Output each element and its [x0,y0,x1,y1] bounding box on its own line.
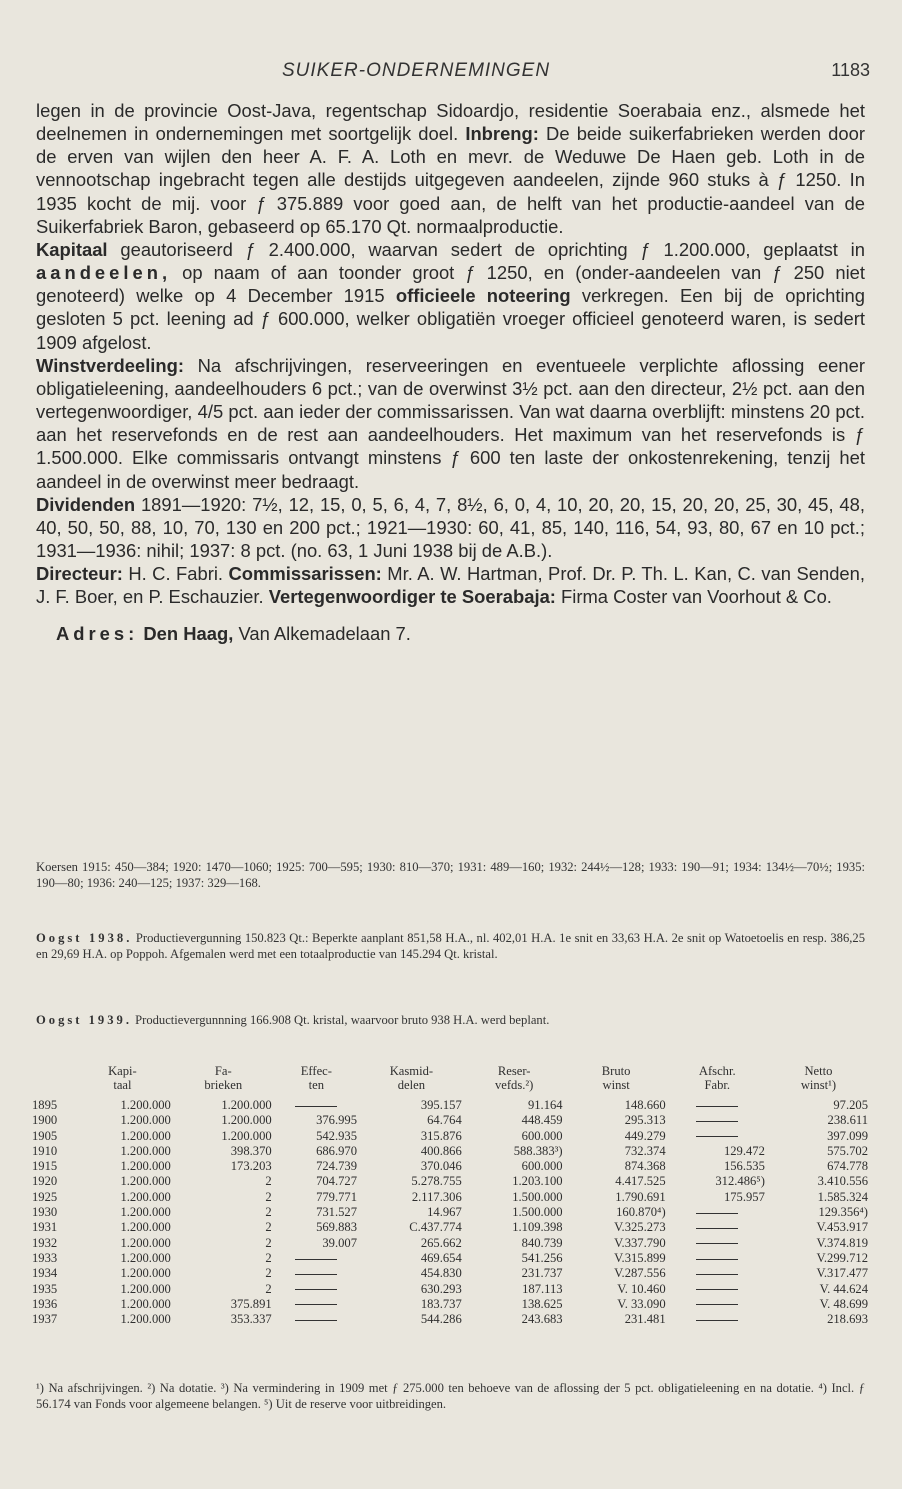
table-cell [668,1205,767,1220]
column-header-line: Fa- [214,1064,232,1078]
table-cell: V.299.712 [816,1250,868,1265]
row-year: 1915 [32,1159,58,1174]
kapitaal-label: Kapitaal [36,238,108,260]
table-cell: 541.256 [521,1250,563,1265]
table-cell: 295.313 [624,1113,666,1128]
table-row [30,1236,870,1251]
table-cell: 731.527 [316,1205,357,1220]
vertegenwoordiger-text: Firma Coster van Voorhout & Co. [555,586,832,608]
column-header-line: Kasmid- [389,1064,434,1078]
table-cell: 1.200.000 [120,1220,171,1235]
commissarissen-label: Commissarissen: [228,563,382,585]
table-cell: V. 44.624 [819,1281,868,1296]
table-cell: 674.778 [827,1159,868,1174]
table-cell: 14.967 [427,1205,462,1220]
table-cell: 91.164 [527,1098,563,1112]
table-cell: 1.200.000 [120,1113,171,1128]
table-cell [668,1282,767,1297]
column-header-line: taal [113,1078,132,1092]
table-cell: 148.660 [624,1098,666,1112]
dividenden-label: Dividenden [36,493,136,515]
column-header-line: Effec- [300,1064,332,1078]
table-cell: 2 [265,1220,272,1235]
row-year: 1930 [32,1205,58,1220]
table-cell: 1.200.000 [120,1235,171,1250]
table-cell: 218.693 [827,1312,868,1327]
table-cell: 2 [265,1266,272,1281]
table-row [30,1174,870,1189]
column-header-line: brieken [204,1078,243,1092]
paragraph-kapitaal [36,238,865,354]
table-cell: V.315.899 [614,1250,666,1265]
dash-mark [696,1243,738,1244]
dash-mark [295,1259,337,1260]
kapitaal-spaced: aandeelen, [36,262,172,284]
table-cell: 1.200.000 [221,1098,272,1112]
table-header-row [30,1064,870,1098]
table-cell: 1.585.324 [817,1189,868,1204]
adres-line [36,622,865,645]
table-cell: 1.200.000 [120,1174,171,1189]
table-cell: V. 48.699 [819,1296,868,1311]
table-cell: 376.995 [316,1113,357,1128]
adres-street: Van Alkemadelaan 7. [233,623,411,645]
table-cell: 238.611 [827,1113,868,1128]
table-cell: 1.500.000 [512,1205,563,1220]
column-header-line: Fabr. [704,1078,731,1092]
column-header-line: vefds.²) [494,1078,534,1092]
table-cell: 2 [265,1189,272,1204]
paragraph-purpose [36,99,865,238]
oogst-1939-text: Productievergunnning 166.908 Qt. kristal, waarvoor bruto 938 H.A. werd beplant. [131,1013,550,1027]
directeur-text: H. C. Fabri. [122,563,229,585]
table-cell: V.374.819 [816,1235,868,1250]
table-row [30,1251,870,1266]
table-cell: C.437.774 [409,1220,462,1235]
table-cell: 724.739 [316,1159,357,1174]
table-row [30,1144,870,1159]
table-cell [274,1251,359,1266]
table-cell: 1.790.691 [615,1189,666,1204]
table-cell [274,1312,359,1327]
kapitaal-text-3: verkregen. Een bij de oprichting gesloten 5 pct. leening ad ƒ 600.000, welker obligatiën vroeger officieel genoteerd waren, is sedert 1909 afgelost. [36,285,865,353]
column-header-line: winst¹) [800,1078,837,1092]
inbreng-label: Inbreng: [465,123,539,145]
table-cell: 1.200.000 [120,1159,171,1174]
table-cell: 398.370 [230,1143,272,1158]
dash-mark [696,1136,738,1137]
table-cell: 395.157 [420,1098,462,1112]
winst-text: Na afschrijvingen, reserveeringen en eventueele verplichte aflossing eener obligatieleening, aandeelhouders 6 pct.; van de overwinst 3½ pct. aan den directeur, 2½ pct. aan den vertegenwoordiger, 4/5 pct. aan ieder der commissarissen. Van wat daarna overblijft: minstens 20 pct. aan het reservefonds en de rest aan aandeelhouders. Het maximum van het reservefonds is ƒ 1.500.000. Elke commissaris ontvangt minstens ƒ 600 ten laste der onkostenrekening, tenzij het aandeel in de overwinst meer bedraagt. [36,354,865,492]
table-row [30,1159,870,1174]
oogst-1939 [36,1013,865,1029]
row-year: 1935 [32,1281,58,1296]
table-cell: 39.007 [322,1235,357,1250]
running-title: SUIKER-ONDERNEMINGEN [282,60,551,81]
directeur-label: Directeur: [36,563,123,585]
table-cell: 1.200.000 [221,1113,272,1128]
main-text [36,99,865,646]
paragraph-bestuur [36,562,865,608]
table-cell: 569.883 [316,1220,357,1235]
winst-label: Winstverdeeling: [36,354,185,376]
column-header [464,1064,565,1098]
table-cell: 779.771 [316,1189,357,1204]
dash-mark [295,1274,337,1275]
table-cell [668,1220,767,1235]
table-cell: 265.662 [420,1235,462,1250]
column-header [767,1064,870,1098]
dash-mark [295,1106,337,1107]
table-cell [668,1236,767,1251]
adres-label: Adres: [56,623,139,645]
table-cell: 588.383³) [513,1143,563,1158]
table-cell: 2.117.306 [411,1189,462,1204]
commissarissen-text: Mr. A. W. Hartman, Prof. Dr. P. Th. L. Kan, C. van Senden, J. F. Boer, en P. Eschauzier. [36,563,865,608]
column-header [359,1064,464,1098]
column-header-line: delen [397,1078,426,1092]
dash-mark [696,1320,738,1321]
table-cell: 97.205 [833,1098,868,1112]
row-year: 1934 [32,1266,58,1281]
column-header [565,1064,668,1098]
table-body [30,1098,870,1327]
row-year: 1925 [32,1189,58,1204]
table-cell: 840.739 [521,1235,563,1250]
table-row [30,1266,870,1281]
table-cell [668,1251,767,1266]
table-cell: 1.200.000 [120,1205,171,1220]
table-cell [668,1297,767,1312]
oogst-1939-label: Oogst 1939. [36,1013,132,1027]
column-header [668,1064,767,1098]
row-year: 1905 [32,1128,58,1143]
table-row [30,1282,870,1297]
financial-table [30,1064,870,1327]
table-row [30,1129,870,1144]
table-cell: V.325.273 [614,1220,666,1235]
row-year: 1933 [32,1250,58,1265]
table-cell: 173.203 [230,1159,272,1174]
table-cell: 2 [265,1235,272,1250]
table-cell: 4.417.525 [615,1174,666,1189]
paragraph-dividenden [36,493,865,562]
table-cell: 542.935 [316,1128,357,1143]
table-cell: V.453.917 [816,1220,868,1235]
dash-mark [696,1213,738,1214]
row-year: 1936 [32,1296,58,1311]
row-year: 1895 [32,1098,58,1112]
table-cell: 1.200.000 [120,1296,171,1311]
table-cell [668,1266,767,1281]
table-cell: 630.293 [420,1281,462,1296]
column-header [30,1064,72,1098]
table-row [30,1220,870,1235]
column-header-line: ten [308,1078,325,1092]
table-cell: 449.279 [624,1128,666,1143]
table-cell: 231.481 [624,1312,666,1327]
dash-mark [295,1320,337,1321]
table-row [30,1205,870,1220]
table-cell: 1.200.000 [120,1098,171,1112]
inbreng-text: De beide suikerfabrieken werden door de erven van wijlen den heer A. F. A. Loth en mevr. de Weduwe De Haen geb. Loth in de vennootschap ingebracht tegen alle destijds uitgegeven aandeelen, zijnde 960 stuks à ƒ 1250. In 1935 kocht de mij. voor ƒ 375.889 voor goed aan, de helft van het productie-aandeel van de Suikerfabriek Baron, gebaseerd op 65.170 Qt. normaalproductie. [36,123,865,237]
page-number: 1183 [831,60,870,80]
table-cell: 315.876 [420,1128,462,1143]
column-header [72,1064,173,1098]
table-cell: V. 10.460 [617,1281,666,1296]
table-cell: V.317.477 [816,1266,868,1281]
column-header-line: Afschr. [698,1064,736,1078]
dash-mark [696,1304,738,1305]
table-cell: 469.654 [420,1250,462,1265]
table-cell: 1.200.000 [120,1281,171,1296]
table-cell: 3.410.556 [817,1174,868,1189]
table-row [30,1312,870,1327]
table-cell: 312.486⁵) [715,1174,765,1189]
table-row [30,1113,870,1128]
kapitaal-bold: officieele noteering [395,285,571,307]
table-cell [274,1098,359,1113]
dash-mark [696,1274,738,1275]
table-row [30,1297,870,1312]
dash-mark [696,1121,738,1122]
table-cell: 1.200.000 [120,1128,171,1143]
purpose-text: legen in de provincie Oost-Java, regentschap Sidoardjo, residentie Soerabaia enz., alsmede het deelnemen in ondernemingen met soortgelijk doel. [36,100,865,145]
dash-mark [295,1289,337,1290]
table-row [30,1190,870,1205]
table-cell: 1.200.000 [120,1189,171,1204]
table-cell: 2 [265,1174,272,1189]
table-cell [668,1129,767,1144]
table-cell: 64.764 [427,1113,462,1128]
kapitaal-text-2: op naam of aan toonder groot ƒ 1250, en (onder-aandeelen van ƒ 250 niet genoteerd) welke op 4 December 1915 [36,262,865,307]
table-cell: 138.625 [521,1296,563,1311]
oogst-1938 [36,931,865,962]
dash-mark [696,1259,738,1260]
table-cell: 874.368 [624,1159,666,1174]
column-header-line: winst [602,1078,630,1092]
dash-mark [696,1106,738,1107]
table-cell: 2 [265,1250,272,1265]
dividenden-text: 1891—1920: 7½, 12, 15, 0, 5, 6, 4, 7, 8½, 6, 0, 4, 10, 20, 20, 15, 20, 20, 25, 30, 45, 48, 40, 50, 50, 88, 10, 70, 130 en 200 pct.; 1921—1930: 60, 41, 85, 140, 116, 54, 93, 80, 67 en 10 pct.; 1931—1936: nihil; 1937: 8 pct. (no. 63, 1 Juni 1938 bij de A.B.). [36,493,865,561]
table-cell [274,1282,359,1297]
column-header [274,1064,359,1098]
row-year: 1932 [32,1235,58,1250]
table-cell: 448.459 [521,1113,563,1128]
table-cell [668,1098,767,1113]
table-cell: 231.737 [521,1266,563,1281]
row-year: 1900 [32,1113,58,1128]
vertegenwoordiger-label: Vertegenwoordiger te Soerabaja: [268,586,556,608]
column-header-line: Reser- [497,1064,531,1078]
table-cell: 1.200.000 [120,1266,171,1281]
oogst-1938-label: Oogst 1938. [36,931,133,945]
table-cell: V.337.790 [614,1235,666,1250]
adres-city: Den Haag, [143,623,234,645]
table-cell: 454.830 [420,1266,462,1281]
table-cell: 129.472 [723,1143,765,1158]
table-cell [274,1297,359,1312]
table-cell: 397.099 [827,1128,868,1143]
column-header-line: Bruto [601,1064,631,1078]
footnotes: ¹) Na afschrijvingen. ²) Na dotatie. ³) Na vermindering in 1909 met ƒ 275.000 ten behoeve van de aflossing der 5 pct. obligatieleening en na dotatie. ⁴) Incl. ƒ 56.174 van Fonds voor algemeene belangen. ⁵) Uit de reserve voor uitbreidingen. [36,1381,865,1411]
table-cell: V.287.556 [614,1266,666,1281]
table-cell: 1.200.000 [120,1250,171,1265]
table-cell: 686.970 [316,1143,357,1158]
table-cell [668,1113,767,1128]
table-cell [274,1266,359,1281]
row-year: 1910 [32,1143,58,1158]
table-cell: 400.866 [420,1143,462,1158]
table-cell: 1.200.000 [120,1143,171,1158]
table-cell: 187.113 [522,1281,563,1296]
dash-mark [696,1228,738,1229]
table-cell: V. 33.090 [617,1296,666,1311]
table-cell: 1.109.398 [512,1220,563,1235]
paragraph-winst [36,354,865,493]
row-year: 1920 [32,1174,58,1189]
table-cell: 600.000 [521,1159,563,1174]
row-year: 1931 [32,1220,58,1235]
koersen: Koersen 1915: 450—384; 1920: 1470—1060; 1925: 700—595; 1930: 810—370; 1931: 489—160; 1932: 244½—128; 1933: 190—91; 1934: 134½—70½; 1935: 190—80; 1936: 240—125; 1937: 329—168. [36,860,865,890]
table-cell: 2 [265,1281,272,1296]
table-cell: 1.200.000 [221,1128,272,1143]
table-cell: 370.046 [420,1159,462,1174]
kapitaal-text-1: geautoriseerd ƒ 2.400.000, waarvan sedert de oprichting ƒ 1.200.000, geplaatst in [107,238,865,260]
column-header-line: Kapi- [108,1064,137,1078]
table-cell: 160.870⁴) [616,1205,666,1220]
row-year: 1937 [32,1312,58,1327]
table-cell [668,1312,767,1327]
table-row [30,1098,870,1113]
dash-mark [295,1304,337,1305]
table-cell: 183.737 [420,1296,462,1311]
column-header [173,1064,274,1098]
table-cell: 1.200.000 [120,1312,171,1327]
table-cell: 732.374 [624,1143,666,1158]
table-cell: 2 [265,1205,272,1220]
table-cell: 353.337 [230,1312,272,1327]
table-cell: 243.683 [521,1312,563,1327]
page-header [0,60,902,88]
table-cell: 544.286 [420,1312,462,1327]
table-cell: 1.203.100 [512,1174,563,1189]
dash-mark [696,1289,738,1290]
table-cell: 600.000 [521,1128,563,1143]
table-cell: 129.356⁴) [818,1205,868,1220]
table-cell: 704.727 [316,1174,357,1189]
table-cell: 1.500.000 [512,1189,563,1204]
table-cell: 175.957 [723,1189,765,1204]
table-cell: 156.535 [723,1159,765,1174]
oogst-1938-text: Productievergunning 150.823 Qt.: Beperkte aanplant 851,58 H.A., nl. 402,01 H.A. 1e snit en 33,63 H.A. 2e snit op Watoetoelis en resp. 386,25 en 29,69 H.A. op Poppoh. Afgemalen werd met een totaalproductie van 145.294 Qt. kristal. [36,931,866,961]
table-cell: 375.891 [230,1296,272,1311]
table-cell: 5.278.755 [411,1174,462,1189]
table-cell: 575.702 [827,1143,868,1158]
column-header-line: Netto [804,1064,833,1078]
